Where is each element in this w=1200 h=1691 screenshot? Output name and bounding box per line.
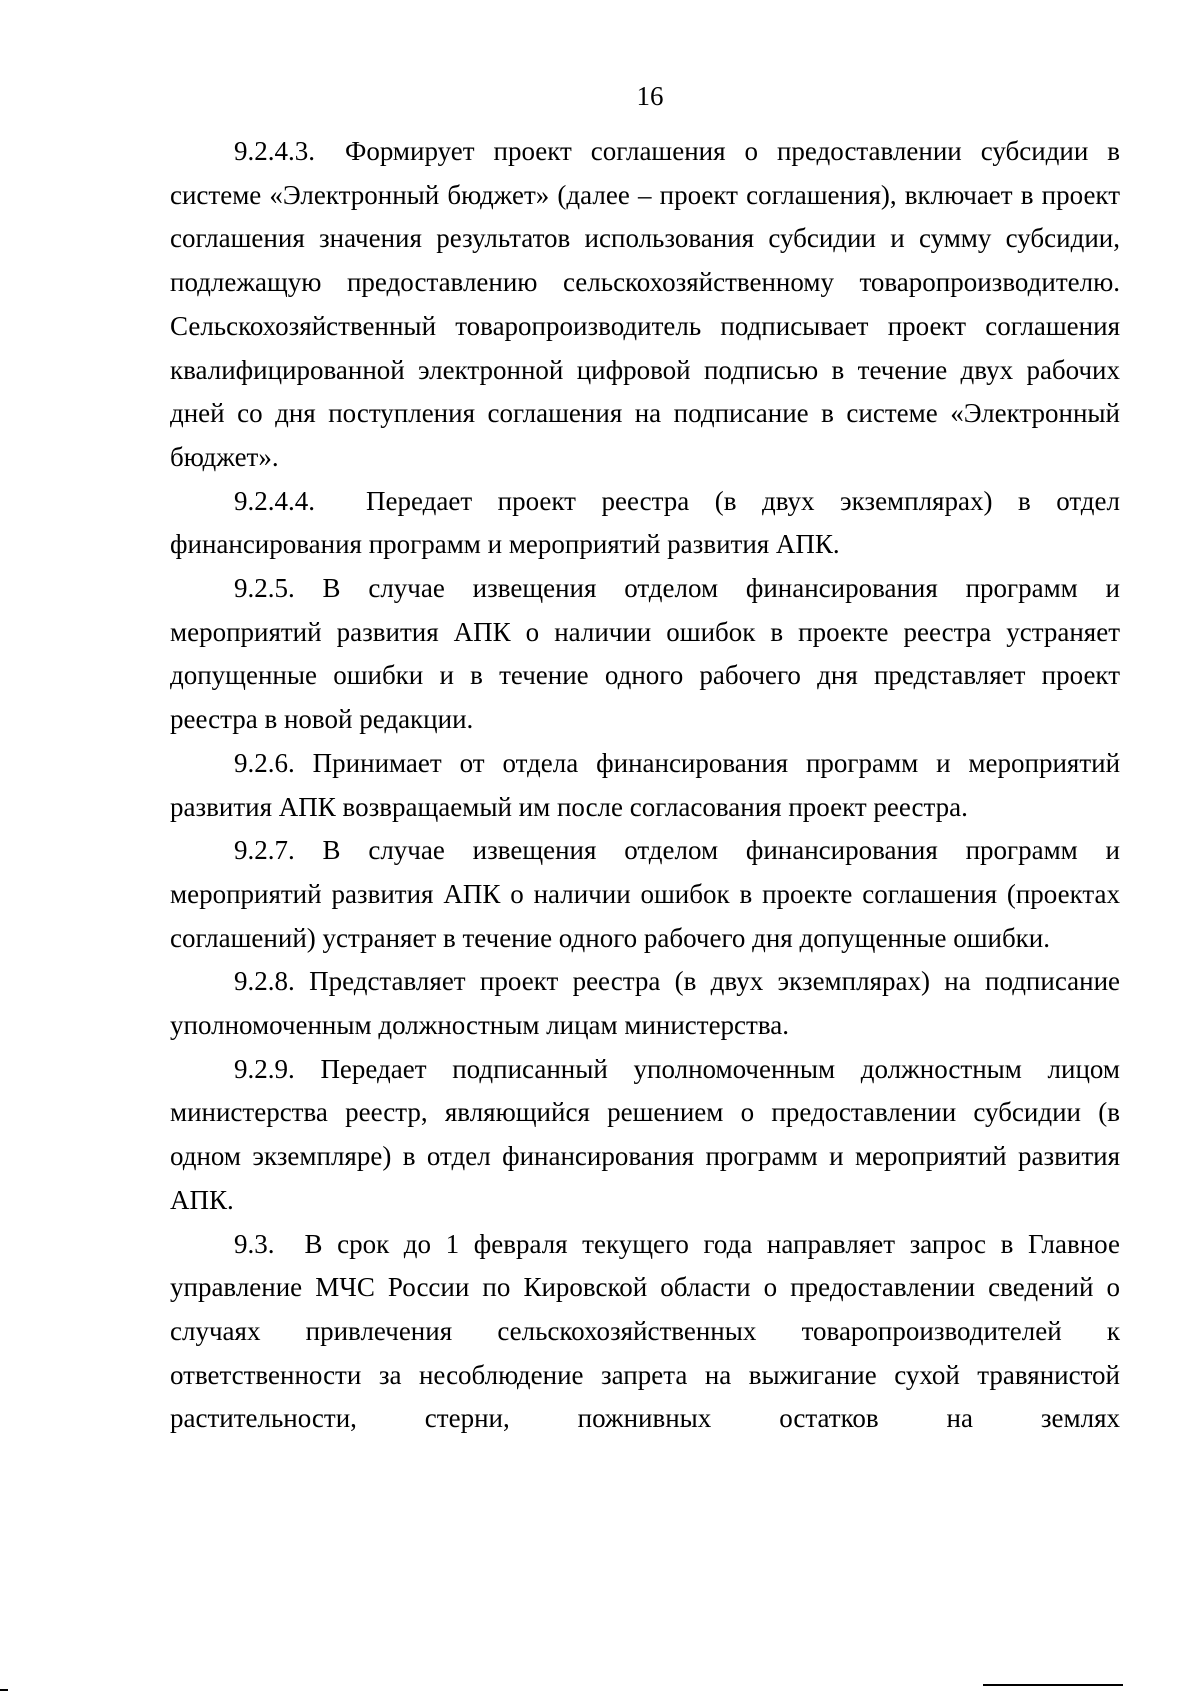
paragraph-number: 9.2.9.	[234, 1053, 295, 1084]
paragraph-text: В случае извещения отделом финансирования программ и мероприятий развития АПК о наличии ошибок в проекте соглашения (проектах соглашений) устраняет в течение одного рабочего дня допущенные ошибки.	[170, 835, 1121, 953]
page-number: 16	[636, 81, 664, 111]
paragraph-number: 9.2.5.	[234, 573, 295, 604]
paragraph-number: 9.2.8.	[234, 966, 295, 997]
paragraph-text: В срок до 1 февраля текущего года направляет запрос в Главное управление МЧС России по Кировской области о предоставлении сведений о случаях привлечения сельскохозяйственных товаропроизводителей к ответственности за несоблюдение запрета на выжигание сухой травянистой растительности, стерни, пожнивных остатков на землях	[170, 1228, 1120, 1434]
paragraph-9-2-5	[170, 567, 1120, 742]
paragraph-9-3	[170, 1223, 1120, 1442]
paragraph-number: 9.2.4.4.	[234, 485, 315, 516]
paragraph-9-2-9	[170, 1048, 1120, 1223]
paragraph-number: 9.2.6.	[234, 747, 295, 778]
paragraph-9-2-8	[170, 960, 1120, 1047]
paragraph-text: Передает проект реестра (в двух экземплярах) в отдел финансирования программ и мероприятий развития АПК.	[170, 485, 1121, 560]
paragraph-9-2-4-4	[170, 480, 1120, 567]
paragraph-9-2-6	[170, 742, 1120, 829]
paragraph-number: 9.2.4.3.	[234, 136, 315, 166]
paragraph-number: 9.3.	[234, 1228, 275, 1259]
paragraph-text: Принимает от отдела финансирования программ и мероприятий развития АПК возвращаемый им после согласования проект реестра.	[170, 747, 1121, 822]
paragraph-9-2-4-3	[170, 130, 1120, 480]
paragraph-text: Передает подписанный уполномоченным должностным лицом министерства реестр, являющийся решением о предоставлении субсидии (в одном экземпляре) в отдел финансирования программ и мероприятий развития АПК.	[170, 1053, 1120, 1215]
paragraph-text: В случае извещения отделом финансирования программ и мероприятий развития АПК о наличии ошибок в проекте реестра устраняет допущенные ошибки и в течение одного рабочего дня представляет проект реестра в новой редакции.	[170, 573, 1121, 735]
paragraph-text: Представляет проект реестра (в двух экземплярах) на подписание уполномоченным должностным лицам министерства.	[170, 966, 1121, 1041]
footer-rule	[983, 1684, 1123, 1686]
paragraph-9-2-7	[170, 829, 1120, 960]
document-body	[170, 130, 1120, 1441]
paragraph-text: Формирует проект соглашения о предоставлении субсидии в системе «Электронный бюджет» (далее – проект соглашения), включает в проект соглашения значения результатов использования субсидии и сумму субсидии, подлежащую предоставлению сельскохозяйственному товаропроизводителю. Сельскохозяйственный товаропроизводитель подписывает проект соглашения квалифицированной электронной цифровой подписью в течение двух рабочих дней со дня поступления соглашения на подписание в системе «Электронный бюджет».	[170, 136, 1120, 472]
paragraph-number: 9.2.7.	[234, 835, 295, 866]
